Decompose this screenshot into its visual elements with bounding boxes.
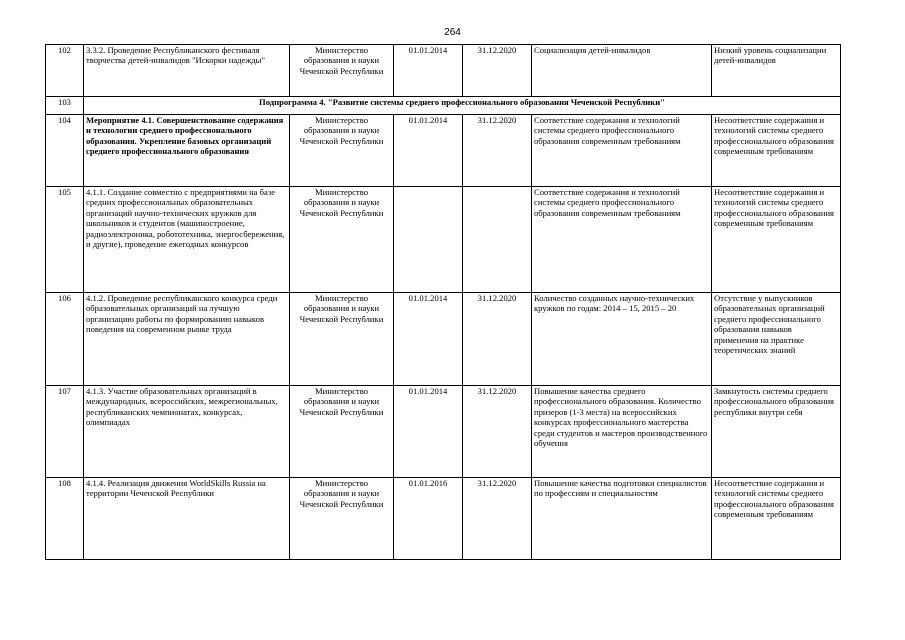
end-date-cell: 31.12.2020 [463,478,532,560]
table-row [46,115,841,187]
end-date-cell: 31.12.2020 [463,115,532,187]
activity-cell: 4.1.3. Участие образовательных организаций в международных, всероссийских, межрегиональных, республиканских чемпионатах, конкурсах, олимпиадах [84,386,290,478]
activity-cell: Мероприятие 4.1. Совершенствование содержания и технологии среднего профессионального образования. Укрепление базовых организаций среднего профессионального образования [84,115,290,187]
activity-cell: 4.1.4. Реализация движения WorldSkills Russia на территории Чеченской Республики [84,478,290,560]
executor-cell: Министерство образования и науки Чеченской Республики [290,386,394,478]
consequence-cell: Низкий уровень социализации детей-инвалидов [712,45,841,97]
row-number: 102 [46,45,84,97]
row-number: 103 [46,97,84,115]
table-row [46,45,841,97]
result-cell: Количество созданных научно-технических кружков по годам: 2014 – 15, 2015 – 20 [532,293,712,386]
program-activities-table [45,44,841,560]
consequence-cell: Замкнутость системы среднего профессионального образования республики внутри себя [712,386,841,478]
consequence-cell: Отсутствие у выпускников образовательных организаций среднего профессионального образования навыков применения на практике теоретических знаний [712,293,841,386]
end-date-cell [463,187,532,293]
result-cell: Соответствие содержания и технологий системы среднего профессионального образования современным требованиям [532,115,712,187]
result-cell: Социализация детей-инвалидов [532,45,712,97]
executor-cell: Министерство образования и науки Чеченской Республики [290,187,394,293]
page-number: 264 [444,27,461,38]
activity-cell: 4.1.2. Проведение республиканского конкурса среди образовательных организаций на лучшую организацию работы по формированию навыков поведения на современном рынке труда [84,293,290,386]
consequence-cell: Несоответствие содержания и технологий системы среднего профессионального образования современным требованиям [712,478,841,560]
result-cell: Повышение качества подготовки специалистов по профессиям и специальностям [532,478,712,560]
subprogram-title: Подпрограмма 4. "Развитие системы среднего профессионального образования Чеченской Республики" [84,97,841,115]
result-cell: Соответствие содержания и технологий системы среднего профессионального образования современным требованиям [532,187,712,293]
start-date-cell: 01.01.2016 [394,478,463,560]
end-date-cell: 31.12.2020 [463,45,532,97]
executor-cell: Министерство образования и науки Чеченской Республики [290,115,394,187]
activity-cell: 3.3.2. Проведение Республиканского фестиваля творчества детей-инвалидов "Искорки надежды" [84,45,290,97]
row-number: 108 [46,478,84,560]
row-number: 105 [46,187,84,293]
activity-cell: 4.1.1. Создание совместно с предприятиями на базе средних профессиональных образовательных организаций научно-технических кружков для школьников и студентов (машиностроение, радиоэлектроника, робототехника, энергосбережения, и другие), проведение ежегодных конкурсов [84,187,290,293]
table-row [46,293,841,386]
start-date-cell: 01.01.2014 [394,45,463,97]
end-date-cell: 31.12.2020 [463,386,532,478]
table-row [46,187,841,293]
consequence-cell: Несоответствие содержания и технологий системы среднего профессионального образования современным требованиям [712,115,841,187]
result-cell: Повышение качества среднего профессионального образования. Количество призеров (1-3 места) на всероссийских конкурсах профессионального мастерства среди студентов и мастеров производственного обучения [532,386,712,478]
row-number: 107 [46,386,84,478]
consequence-cell: Несоответствие содержания и технологий системы среднего профессионального образования современным требованиям [712,187,841,293]
executor-cell: Министерство образования и науки Чеченской Республики [290,478,394,560]
table-row [46,478,841,560]
row-number: 104 [46,115,84,187]
start-date-cell: 01.01.2014 [394,386,463,478]
executor-cell: Министерство образования и науки Чеченской Республики [290,293,394,386]
start-date-cell: 01.01.2014 [394,293,463,386]
start-date-cell: 01.01.2014 [394,115,463,187]
executor-cell: Министерство образования и науки Чеченской Республики [290,45,394,97]
table-row [46,386,841,478]
subprogram-row [46,97,841,115]
row-number: 106 [46,293,84,386]
start-date-cell [394,187,463,293]
end-date-cell: 31.12.2020 [463,293,532,386]
